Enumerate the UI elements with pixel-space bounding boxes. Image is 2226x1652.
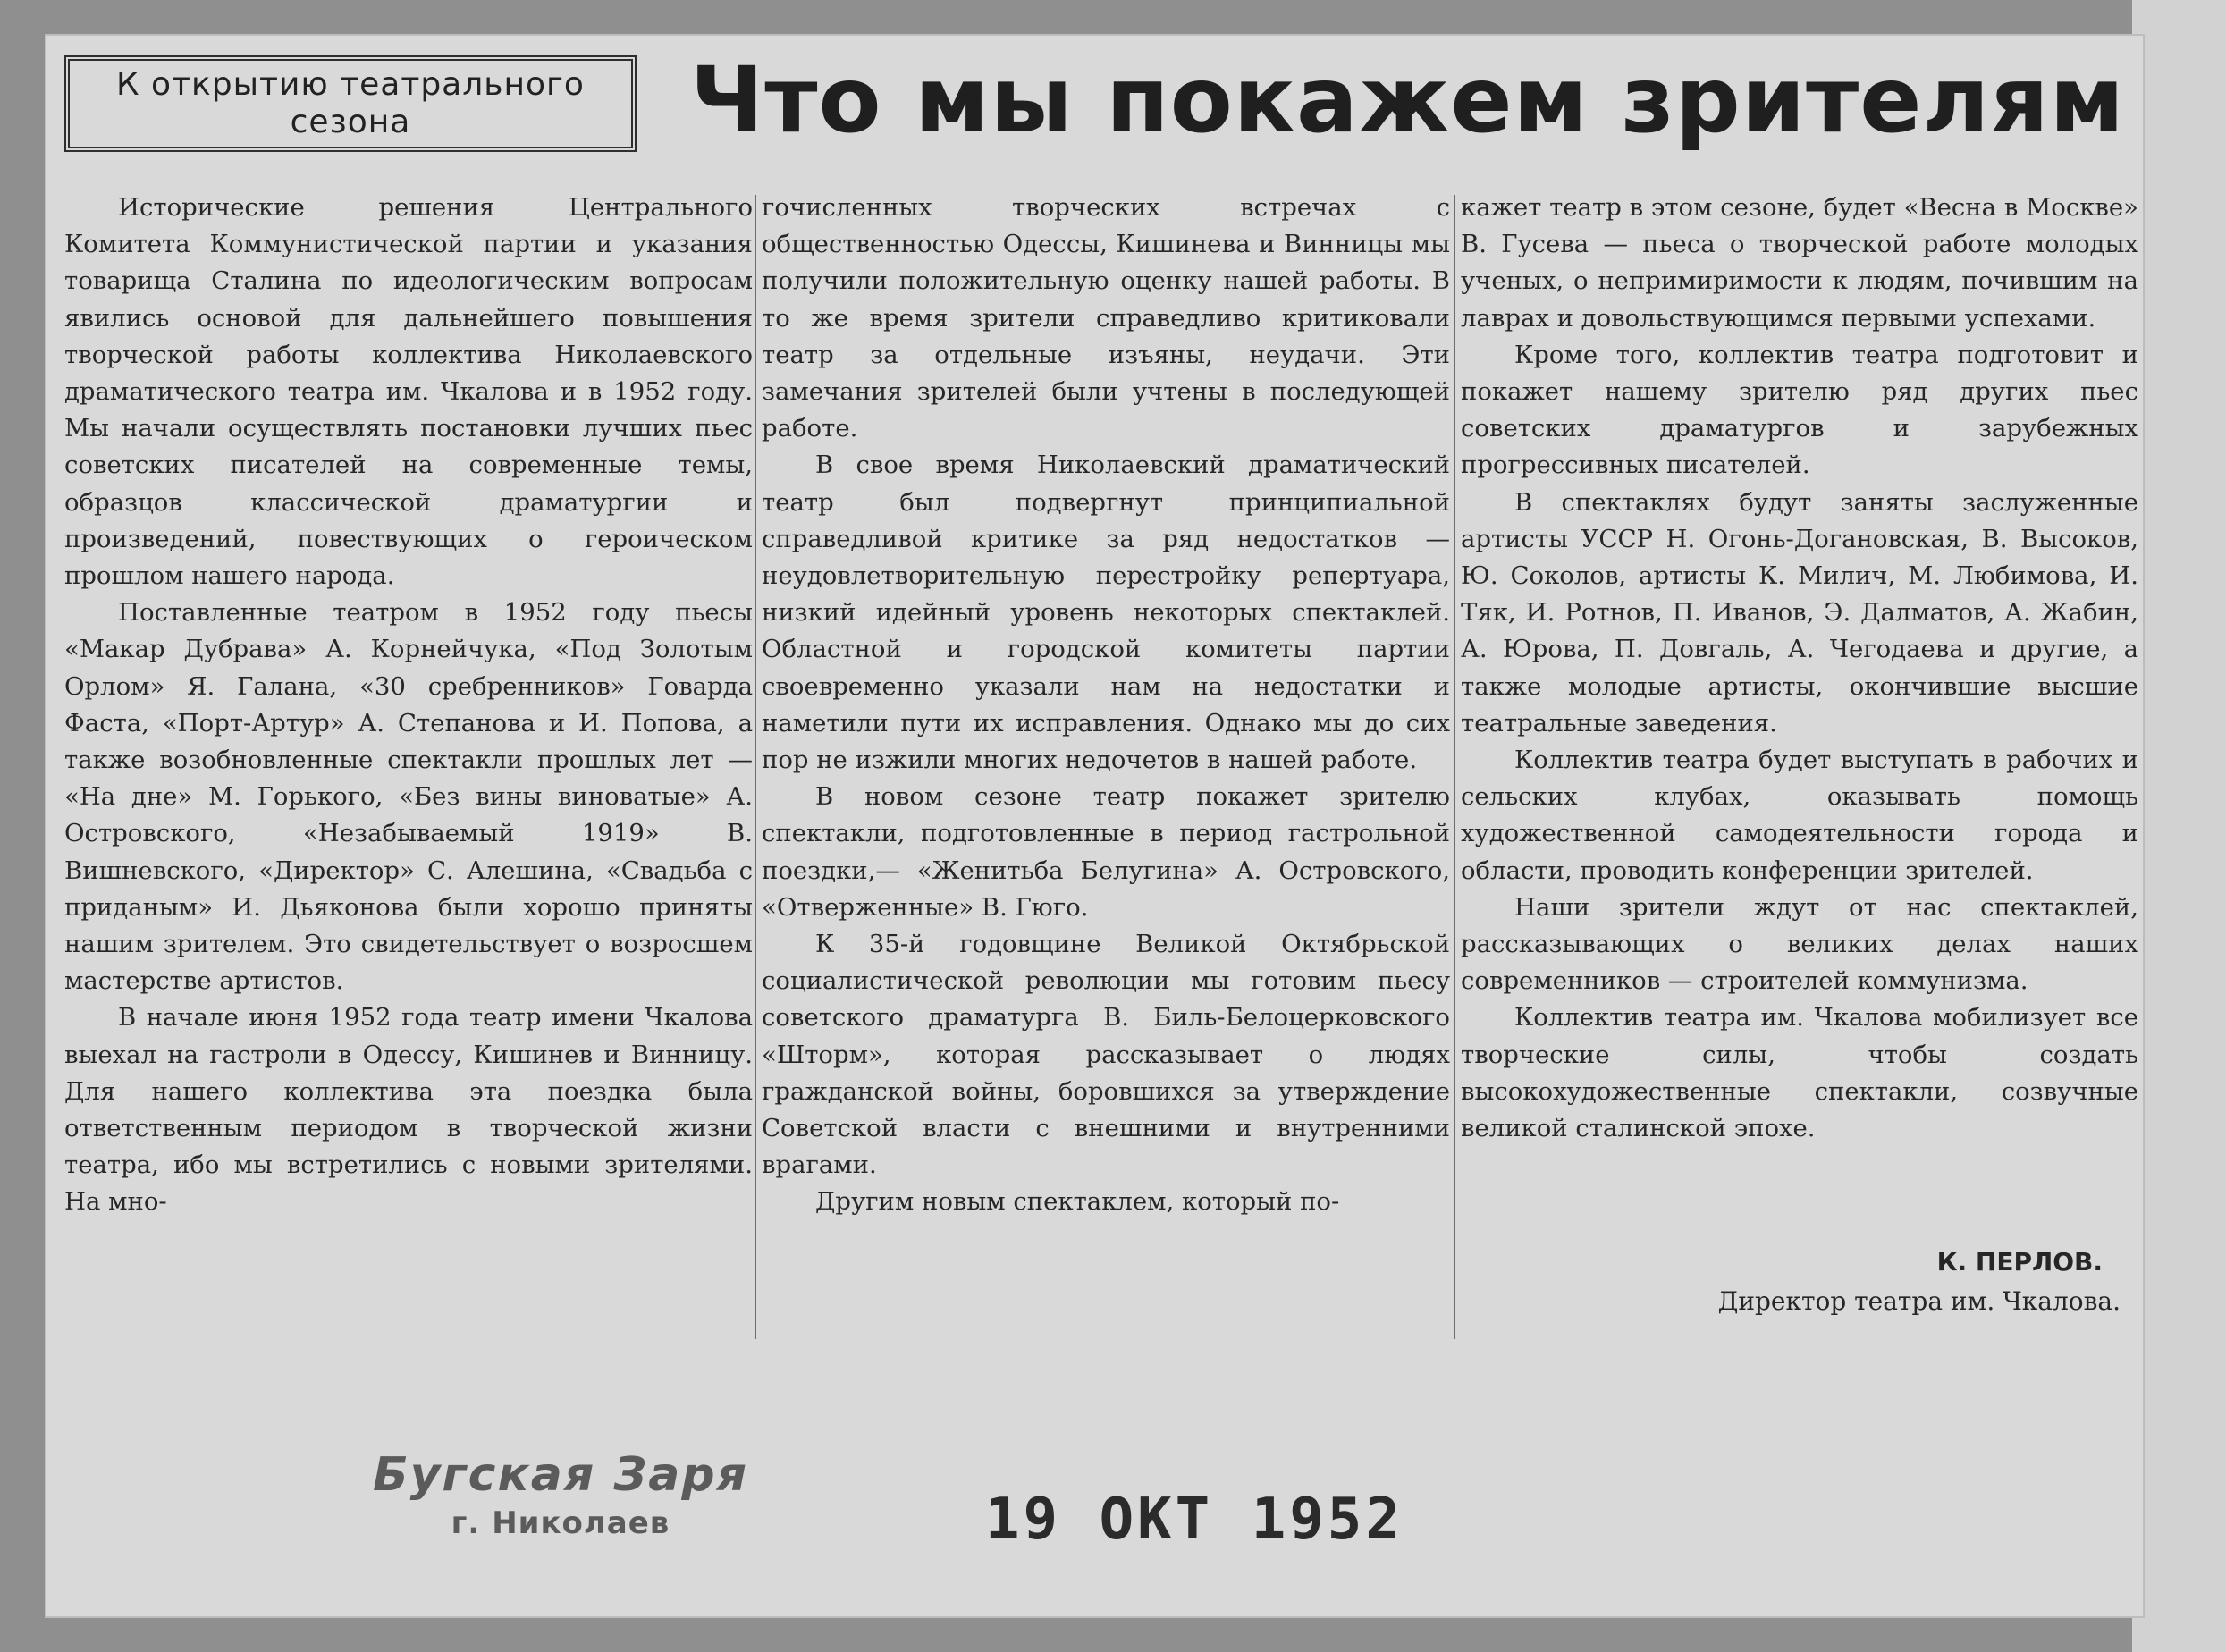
newspaper-clipping — [46, 36, 2143, 1616]
paragraph: Наши зрители ждут от нас спектаклей, рассказывающих о великих делах наших современников — строителей коммунизма. — [1461, 892, 2138, 996]
paragraph: Поставленные театром в 1952 году пьесы «Макар Дубрава» А. Корнейчука, «Под Золотым Орлом» Я. Галана, «30 сребренников» Говарда Фаста, «Порт-Артур» А. Степанова и И. Попова, а также возобновленные спектакли прошлых лет — «На дне» М. Горького, «Без вины виноватые» А. Островского, «Незабываемый 1919» В. Вишневского, «Директор» С. Алешина, «Свадьба с приданым» И. Дьяконова были хорошо приняты нашим зрителем. Это свидетельствует о возросшем мастерстве артистов. — [64, 598, 753, 996]
author-position: Директор театра им. Чкалова. — [1717, 1286, 2121, 1316]
paragraph: В начале июня 1952 года театр имени Чкалова выехал на гастроли в Одессу, Кишинев и Винницу. Для нашего коллектива эта поездка была ответственным периодом в творческой жизни театра, ибо мы встретились с новыми зрителями. На мно- — [64, 1003, 753, 1217]
paragraph: Коллектив театра им. Чкалова мобилизует все творческие силы, чтобы создать высокохудожественные спектакли, созвучные великой сталинской эпохе. — [1461, 1003, 2138, 1143]
paragraph: Коллектив театра будет выступать в рабочих и сельских клубах, оказывать помощь художественной самодеятельности города и области, проводить конференции зрителей. — [1461, 746, 2138, 885]
paragraph: гочисленных творческих встречах с общественностью Одессы, Кишинева и Винницы мы получили положительную оценку нашей работы. В то же время зрители справедливо критиковали театр за отдельные изъяны, неудачи. Эти замечания зрителей были учтены в последующей работе. — [762, 193, 1450, 443]
paragraph: В новом сезоне театр покажет зрителю спектакли, подготовленные в период гастрольной поездки,— «Женитьба Белугина» А. Островского, «Отверженные» В. Гюго. — [762, 782, 1450, 922]
rubric-box — [64, 55, 637, 152]
paragraph: кажет театр в этом сезоне, будет «Весна в Москве» В. Гусева — пьеса о творческой работе молодых ученых, о непримиримости к людям, почившим на лаврах и довольствующимся первыми успехами. — [1461, 193, 2138, 333]
paragraph: Кроме того, коллектив театра подготовит и покажет нашему зрителю ряд других пьес советских драматургов и зарубежных прогрессивных писателей. — [1461, 340, 2138, 480]
paragraph: Исторические решения Центрального Комитета Коммунистической партии и указания товарища Сталина по идеологическим вопросам явились основой для дальнейшего повышения творческой работы коллектива Николаевского драматического театра им. Чкалова и в 1952 году. Мы начали осуществлять постановки лучших пьес советских писателей на современные темы, образцов классической драматургии и произведений, повествующих о героическом прошлом нашего народа. — [64, 193, 753, 591]
author-name: К. ПЕРЛОВ. — [1936, 1247, 2103, 1277]
paragraph: К 35-й годовщине Великой Октябрьской социалистической революции мы готовим пьесу советского драматурга В. Биль-Белоцерковского «Шторм», которая рассказывает о людях гражданской войны, боровшихся за утверждение Советской власти с внешними и внутренними врагами. — [762, 930, 1450, 1180]
article-headline: Что мы покажем зрителям — [690, 47, 2126, 154]
article-column-3 — [1461, 190, 2138, 1352]
article-column-2 — [762, 190, 1450, 1352]
column-divider — [1454, 195, 1455, 1339]
date-stamp: 19 ОКТ 1952 — [985, 1487, 1404, 1553]
column-divider — [755, 195, 756, 1339]
paragraph: Другим новым спектаклем, который по- — [815, 1187, 1340, 1217]
rubric-text: К открытию театрального сезона — [116, 66, 585, 140]
article-column-1 — [64, 190, 753, 1352]
source-stamp-title: Бугская Заря — [372, 1448, 749, 1502]
signature-block — [1486, 1243, 2121, 1321]
source-stamp-city: г. Николаев — [451, 1505, 670, 1541]
paragraph: В свое время Николаевский драматический театр был подвергнут принципиальной справедливой критике за ряд недостатков — неудовлетворительную перестройку репертуара, низкий идейный уровень некоторых спектаклей. Областной и городской комитеты партии своевременно указали нам на недостатки и наметили пути их исправления. Однако мы до сих пор не изжили многих недочетов в нашей работе. — [762, 451, 1450, 775]
newspaper-source-stamp — [346, 1448, 775, 1545]
paragraph: В спектаклях будут заняты заслуженные артисты УССР Н. Огонь-Догановская, В. Высоков, Ю. Соколов, артисты К. Милич, М. Любимова, И. Тяк, И. Ротнов, П. Иванов, Э. Далматов, А. Жабин, А. Юрова, П. Довгаль, А. Чегодаева и другие, а также молодые артисты, окончившие высшие театральные заведения. — [1461, 487, 2138, 738]
background-strip — [2132, 0, 2226, 1652]
